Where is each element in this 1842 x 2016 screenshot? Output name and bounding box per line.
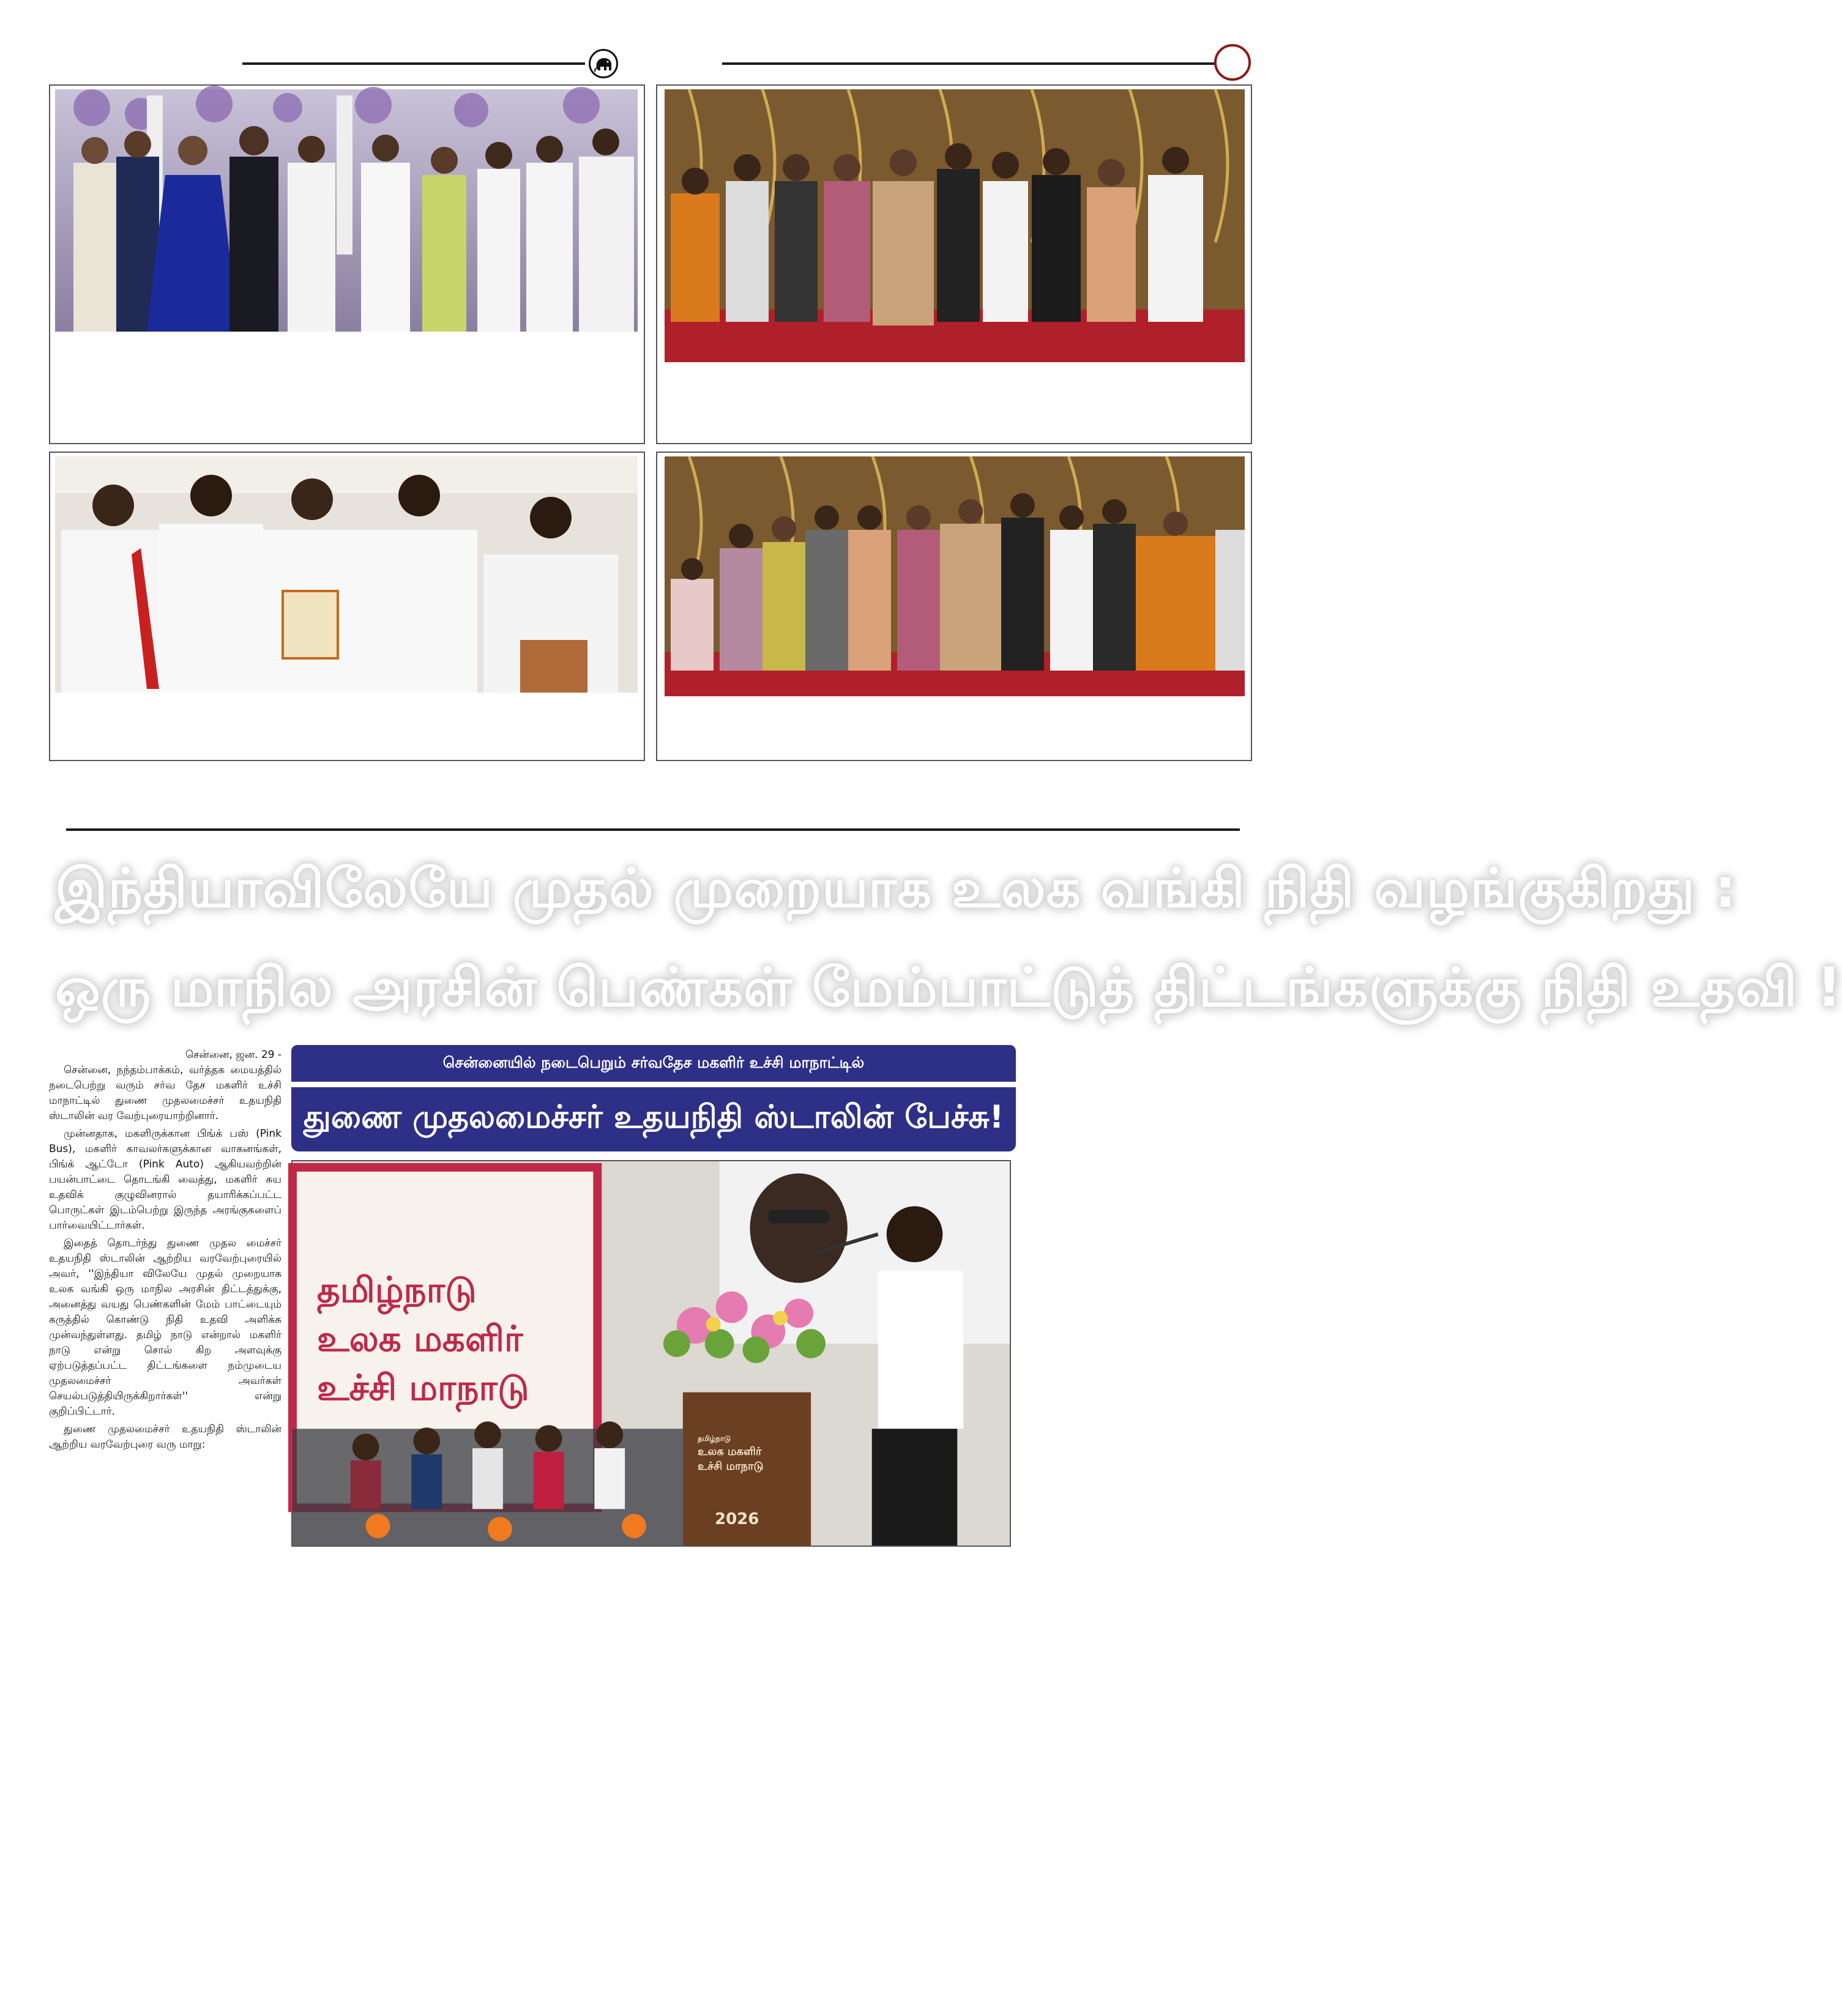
main-headline-banner bbox=[291, 1085, 1016, 1151]
summit-lead-photo bbox=[291, 1160, 1011, 1547]
page-number-badge bbox=[1214, 44, 1251, 81]
subheadline-banner bbox=[291, 1045, 1016, 1082]
article-column bbox=[49, 1047, 282, 1455]
podium-line-1: தமிழ்நாடு bbox=[698, 1434, 731, 1443]
article-paragraph-1: சென்னை, நந்தம்பாக்கம், வர்த்தக மையத்தில் நடைபெற்று வரும் சர்வ தேச மகளிர் உச்சி மாநாட்டில் துணை முதலமைச்சர் உதயநிதி ஸ்டாலின் வர வேற்புரையாற்றினார். bbox=[49, 1064, 282, 1122]
header-rule-right bbox=[722, 62, 1217, 65]
book-release-photo bbox=[55, 456, 638, 693]
backdrop-line-2: உலக மகளிர் bbox=[317, 1318, 523, 1359]
backdrop-line-1: தமிழ்நாடு bbox=[317, 1269, 477, 1311]
main-headline-text: துணை முதலமைச்சர் உதயநிதி ஸ்டாலின் பேச்சு! bbox=[303, 1099, 1004, 1136]
photo-frame-3 bbox=[49, 452, 645, 761]
story-top-rule bbox=[66, 828, 1240, 831]
headline-line-1: இந்தியாவிலேயே முதல் முறையாக உலக வங்கி நிதி வழங்குகிறது : bbox=[55, 857, 1737, 920]
article-paragraph-3: இதைத் தொடர்ந்து துணை முதல மைச்சர் உதயநிதி ஸ்டாலின் ஆற்றிய வரவேற்புரையில் அவர், ''இந்தியா விலேயே முதல் முறையாக உலக வங்கி ஒரு மாநில அரசின் திட்டத்துக்கு, அனைத்து வயது பெண்களின் மேம் பாட்டையும் கருத்தில் கொண்டு நிதி உதவி அளிக்க முன்வந்துள்ளது. தமிழ் நாடு என்றால் மகளிர் நாடு என்று சொல் கிற அளவுக்கு ஏற்படுத்தப்பட்ட திட்டங்களை நம்முடைய முதலமைச்சர் அவர்கள் செயல்படுத்தியிருக்கிறார்கள்'' என்று குறிப்பிட்டார். bbox=[49, 1237, 282, 1418]
reception-photo-2 bbox=[665, 89, 1245, 362]
photo-frame-4 bbox=[656, 452, 1252, 761]
reception-photo-1 bbox=[55, 89, 638, 332]
subheadline-text: சென்னையில் நடைபெறும் சர்வதேச மகளிர் உச்சி மாநாட்டில் bbox=[442, 1053, 865, 1071]
photo-frame-1 bbox=[49, 84, 645, 444]
header-rule-left bbox=[242, 62, 585, 65]
article-paragraph-4: துணை முதலமைச்சர் உதயநிதி ஸ்டாலின் ஆற்றிய வரவேற்புரை வரு மாறு: bbox=[49, 1423, 282, 1451]
podium-line-2: உலக மகளிர் bbox=[698, 1445, 762, 1458]
photo-frame-2 bbox=[656, 84, 1252, 444]
article-paragraph-2: முன்னதாக, மகளிருக்கான பிங்க் பஸ் (Pink Bus), மகளிர் காவலர்களுக்கான வாகனங்கள், பிங்க் ஆட்டோ (Pink Auto) ஆகியவற்றின் பயன்பாட்டை தொடங்கி வைத்து, மகளிர் சுய உதவிக் குழுவினரால் தயாரிக்கப்பட்ட பொருட்கள் இடம்பெற்று இருந்த அரங்குகளைப் பார்வையிட்டார்கள். bbox=[49, 1128, 282, 1232]
article-dateline: சென்னை, ஜன. 29 - bbox=[185, 1049, 282, 1061]
elephant-emblem-icon bbox=[589, 49, 618, 78]
reception-photo-3 bbox=[665, 456, 1245, 696]
backdrop-line-3: உச்சி மாநாடு bbox=[317, 1367, 529, 1408]
headline-line-2: ஒரு மாநில அரசின் பெண்கள் மேம்பாட்டுத் திட்டங்களுக்கு நிதி உதவி ! bbox=[55, 956, 1842, 1019]
podium-year: 2026 bbox=[715, 1510, 759, 1528]
podium-line-3: உச்சி மாநாடு bbox=[698, 1460, 764, 1473]
